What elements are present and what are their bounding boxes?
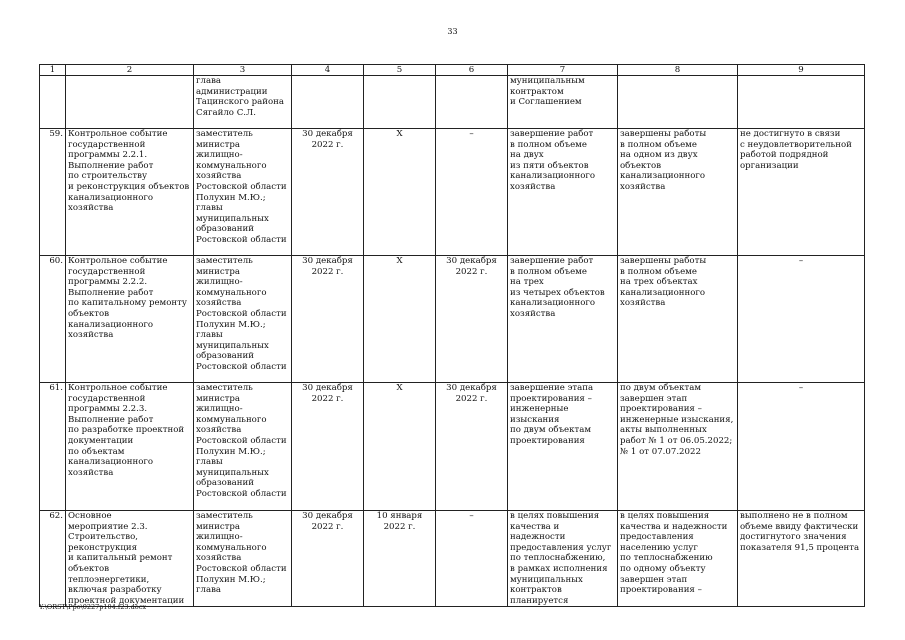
header-cell: 9: [738, 65, 865, 76]
reason-cell: выполнено не в полном объеме ввиду фактически достигнутого значения показателя 91,5 процента: [738, 511, 865, 607]
header-row: [40, 65, 865, 76]
report-table: [39, 64, 865, 607]
header-cell: 3: [194, 65, 292, 76]
table-row: [40, 511, 865, 607]
table-row: [40, 256, 865, 383]
actual-result-cell: по двум объектам завершен этап проектирования – инженерные изыскания, акты выполненных работ № 1 от 06.05.2022; № 1 от 07.07.2022: [618, 383, 738, 511]
header-cell: 7: [508, 65, 618, 76]
responsible-cell: глава администрации Тацинского района Сягайло С.Л.: [194, 76, 292, 129]
expected-result-cell: в целях повышения качества и надежности предоставления услуг по теплоснабжению, в рамках исполнения муниципальных контрактов планируется: [508, 511, 618, 607]
plan-date-cell: 30 декабря 2022 г.: [292, 129, 364, 256]
header-cell: 1: [40, 65, 66, 76]
col5-cell: 10 января 2022 г.: [364, 511, 436, 607]
reason-cell: –: [738, 383, 865, 511]
col6-cell: –: [436, 511, 508, 607]
col6-cell: –: [436, 129, 508, 256]
col5-cell: Х: [364, 383, 436, 511]
row-number: 59.: [40, 129, 66, 256]
page-number: 33: [447, 27, 458, 36]
plan-date-cell: 30 декабря 2022 г.: [292, 256, 364, 383]
event-cell: Контрольное событие государственной программы 2.2.3. Выполнение работ по разработке проектной документации по объектам канализационного хозяйства: [66, 383, 194, 511]
expected-result-cell: завершение работ в полном объеме на трех из четырех объектов канализационного хозяйства: [508, 256, 618, 383]
actual-result-cell: завершены работы в полном объеме на трех объектах канализационного хозяйства: [618, 256, 738, 383]
event-cell: Контрольное событие государственной программы 2.2.2. Выполнение работ по капитальному ремонту объектов канализационного хозяйства: [66, 256, 194, 383]
file-path-footer: Y:\ORST\Ppo\0227p104.f23.docx: [39, 603, 147, 611]
continuation-row: [40, 76, 865, 129]
row-number: 60.: [40, 256, 66, 383]
col5-cell: Х: [364, 256, 436, 383]
plan-date-cell: 30 декабря 2022 г.: [292, 383, 364, 511]
expected-result-cell: завершение этапа проектирования – инженерные изыскания по двум объектам проектирования: [508, 383, 618, 511]
event-cell: Основное мероприятие 2.3. Строительство, реконструкция и капитальный ремонт объектов теплоэнергетики, включая разработку проектной документации: [66, 511, 194, 607]
header-cell: 8: [618, 65, 738, 76]
event-cell: Контрольное событие государственной программы 2.2.1. Выполнение работ по строительству и реконструкция объектов канализационного хозяйства: [66, 129, 194, 256]
reason-cell: –: [738, 256, 865, 383]
header-cell: 2: [66, 65, 194, 76]
expected-result-cell: завершение работ в полном объеме на двух из пяти объектов канализационного хозяйства: [508, 129, 618, 256]
col5-cell: Х: [364, 129, 436, 256]
plan-date-cell: 30 декабря 2022 г.: [292, 511, 364, 607]
header-cell: 4: [292, 65, 364, 76]
responsible-cell: заместитель министра жилищно- коммунального хозяйства Ростовской области Полухин М.Ю.; главы муниципальных образований Ростовской области: [194, 129, 292, 256]
actual-result-cell: в целях повышения качества и надежности предоставления населению услуг по теплоснабжению по одному объекту завершен этап проектирования –: [618, 511, 738, 607]
expected-result-cell: муниципальным контрактом и Соглашением: [508, 76, 618, 129]
col6-cell: 30 декабря 2022 г.: [436, 383, 508, 511]
responsible-cell: заместитель министра жилищно- коммунального хозяйства Ростовской области Полухин М.Ю.; главы муниципальных образований Ростовской области: [194, 383, 292, 511]
table-row: [40, 383, 865, 511]
row-number: 61.: [40, 383, 66, 511]
header-cell: 6: [436, 65, 508, 76]
table-row: [40, 129, 865, 256]
col6-cell: 30 декабря 2022 г.: [436, 256, 508, 383]
responsible-cell: заместитель министра жилищно- коммунального хозяйства Ростовской области Полухин М.Ю.; главы муниципальных образований Ростовской области: [194, 256, 292, 383]
header-cell: 5: [364, 65, 436, 76]
row-number: 62.: [40, 511, 66, 607]
reason-cell: не достигнуто в связи с неудовлетворительной работой подрядной организации: [738, 129, 865, 256]
responsible-cell: заместитель министра жилищно- коммунального хозяйства Ростовской области Полухин М.Ю.; глава: [194, 511, 292, 607]
actual-result-cell: завершены работы в полном объеме на одном из двух объектов канализационного хозяйства: [618, 129, 738, 256]
